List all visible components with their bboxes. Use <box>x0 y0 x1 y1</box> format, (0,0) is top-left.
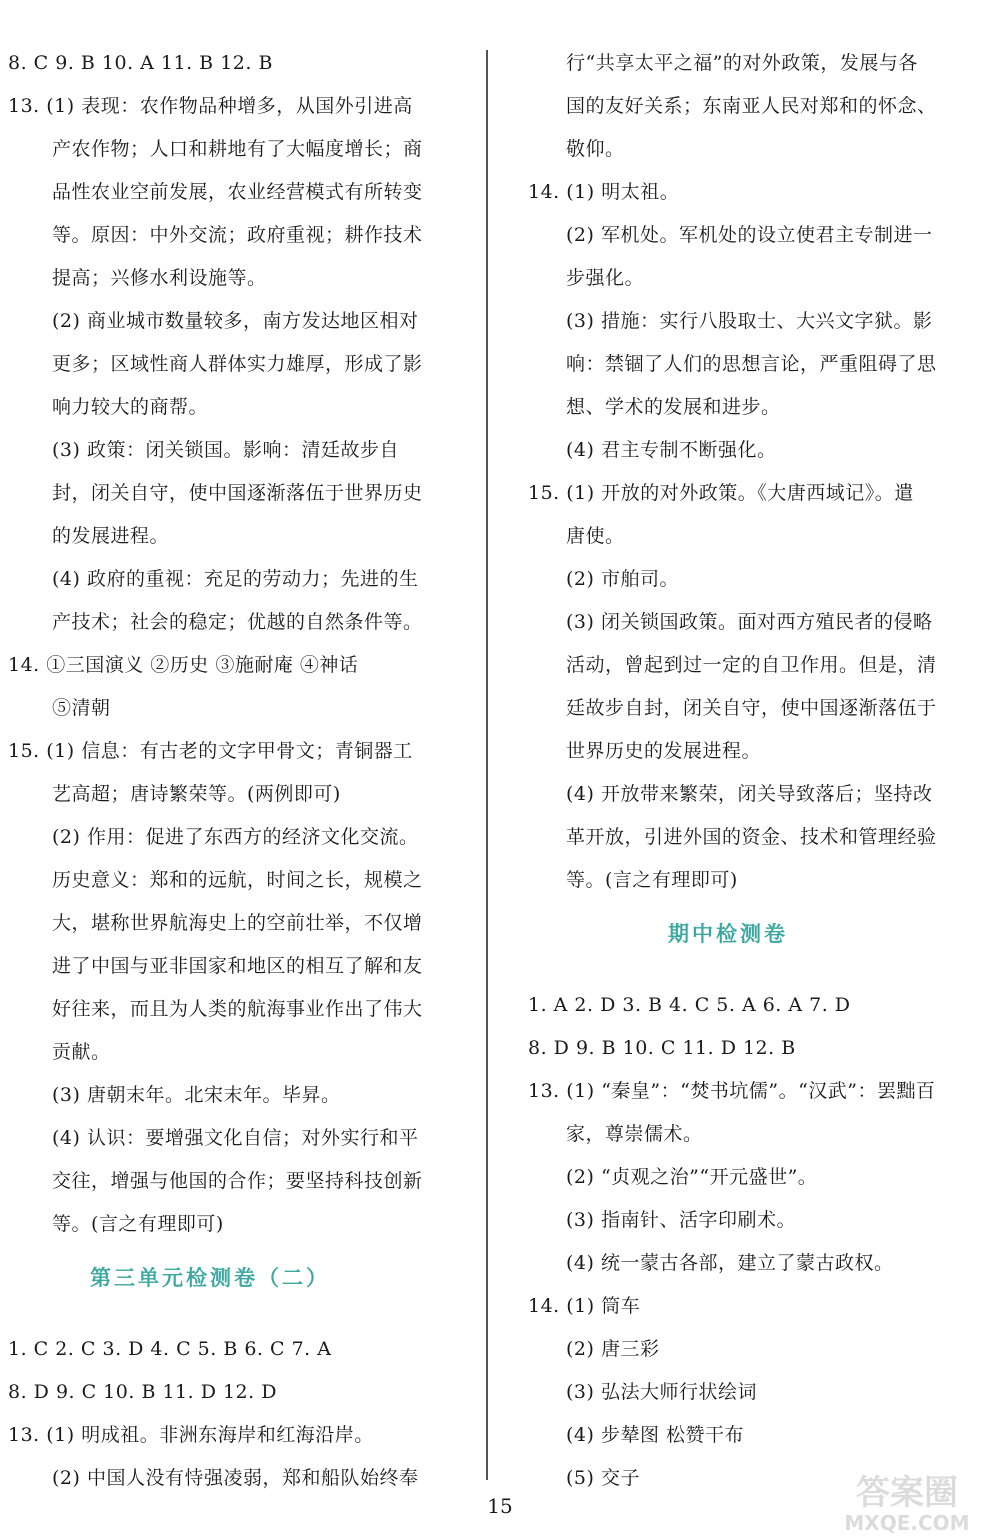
answer-line: 历史意义：郑和的远航，时间之长，规模之 <box>52 869 423 891</box>
answer-line: (4) 开放带来繁荣，闭关导致落后；坚持改 <box>566 783 933 805</box>
answer-line: 敬仰。 <box>566 138 625 160</box>
answer-line: 贡献。 <box>52 1041 111 1063</box>
answer-line: 响力较大的商帮。 <box>52 396 209 418</box>
watermark-text: 答案圈 <box>856 1473 958 1513</box>
answer-line: (4) 君主专制不断强化。 <box>566 439 777 461</box>
watermark-url: MXQE.COM <box>844 1511 970 1535</box>
answer-line: 产农作物；人口和耕地有了大幅度增长；商 <box>52 138 423 160</box>
answer-line: 15. (1) 开放的对外政策。《大唐西域记》。遣 <box>528 482 914 504</box>
answer-line: 革开放，引进外国的资金、技术和管理经验 <box>566 826 937 848</box>
answer-line: 家，尊崇儒术。 <box>566 1123 703 1145</box>
answer-line: 1. C 2. C 3. D 4. C 5. B 6. C 7. A <box>8 1338 332 1360</box>
answer-line: 产技术；社会的稳定；优越的自然条件等。 <box>52 611 423 633</box>
answer-line: (3) 弘法大师行状绘词 <box>566 1381 757 1403</box>
answer-line: (2) 商业城市数量较多，南方发达地区相对 <box>52 310 419 332</box>
answer-line: 步强化。 <box>566 267 645 289</box>
answer-line: 13. (1) 表现：农作物品种增多，从国外引进高 <box>8 95 413 117</box>
answer-line: (5) 交子 <box>566 1467 640 1489</box>
answer-line: 的发展进程。 <box>52 525 170 547</box>
answer-line: (4) 认识：要增强文化自信；对外实行和平 <box>52 1127 419 1149</box>
section-heading: 第三单元检测卷（二） <box>90 1265 330 1290</box>
answer-line: 13. (1) 明成祖。非洲东海岸和红海沿岸。 <box>8 1424 374 1446</box>
answer-line: 15. (1) 信息：有古老的文字甲骨文；青铜器工 <box>8 740 413 762</box>
answer-line: 14. (1) 明太祖。 <box>528 181 680 203</box>
answer-line: 响：禁锢了人们的思想言论，严重阻碍了思 <box>566 353 937 375</box>
answer-line: (2) “贞观之治”“开元盛世”。 <box>566 1166 818 1188</box>
answer-line: 想、学术的发展和进步。 <box>566 396 781 418</box>
answer-line: 进了中国与亚非国家和地区的相互了解和友 <box>52 955 423 977</box>
answer-line: (2) 作用：促进了东西方的经济文化交流。 <box>52 826 419 848</box>
answer-line: 大，堪称世界航海史上的空前壮举，不仅增 <box>52 912 423 934</box>
answer-line: 品性农业空前发展，农业经营模式有所转变 <box>52 181 423 203</box>
answer-line: 14. ①三国演义 ②历史 ③施耐庵 ④神话 <box>8 654 359 676</box>
answer-line: 交往，增强与他国的合作；要坚持科技创新 <box>52 1170 423 1192</box>
column-divider <box>486 50 488 1480</box>
answer-line: 等。(言之有理即可) <box>566 869 738 891</box>
answer-line: 1. A 2. D 3. B 4. C 5. A 6. A 7. D <box>528 994 851 1016</box>
answer-line: 更多；区域性商人群体实力雄厚，形成了影 <box>52 353 423 375</box>
answer-line: 封，闭关自守，使中国逐渐落伍于世界历史 <box>52 482 423 504</box>
answer-line: 活动，曾起到过一定的自卫作用。但是，清 <box>566 654 937 676</box>
answer-line: 廷故步自封，闭关自守，使中国逐渐落伍于 <box>566 697 937 719</box>
answer-line: 国的友好关系；东南亚人民对郑和的怀念、 <box>566 95 937 117</box>
answer-line: 8. C 9. B 10. A 11. B 12. B <box>8 52 273 74</box>
answer-line: 提高；兴修水利设施等。 <box>52 267 267 289</box>
answer-line: (3) 指南针、活字印刷术。 <box>566 1209 796 1231</box>
answer-line: 好往来，而且为人类的航海事业作出了伟大 <box>52 998 423 1020</box>
answer-line: 等。(言之有理即可) <box>52 1213 224 1235</box>
answer-line: 行“共享太平之福”的对外政策，发展与各 <box>566 52 918 74</box>
answer-line: (4) 统一蒙古各部，建立了蒙古政权。 <box>566 1252 894 1274</box>
answer-line: 艺高超；唐诗繁荣等。(两例即可) <box>52 783 341 805</box>
answer-line: 等。原因：中外交流；政府重视；耕作技术 <box>52 224 423 246</box>
answer-line: (2) 唐三彩 <box>566 1338 660 1360</box>
answer-line: 8. D 9. C 10. B 11. D 12. D <box>8 1381 277 1403</box>
answer-line: (4) 政府的重视：充足的劳动力；先进的生 <box>52 568 419 590</box>
answer-line: 唐使。 <box>566 525 625 547</box>
answer-line: (2) 军机处。军机处的设立使君主专制进一 <box>566 224 933 246</box>
watermark-logo <box>825 1466 990 1536</box>
answer-line: (3) 措施：实行八股取士、大兴文字狱。影 <box>566 310 933 332</box>
answer-line: ⑤清朝 <box>52 697 111 719</box>
answer-line: (2) 中国人没有恃强凌弱，郑和船队始终奉 <box>52 1467 419 1489</box>
answer-line: 世界历史的发展进程。 <box>566 740 762 762</box>
section-heading: 期中检测卷 <box>668 921 788 946</box>
page-number: 15 <box>487 1494 513 1518</box>
answer-line: (3) 政策：闭关锁国。影响：清廷故步自 <box>52 439 399 461</box>
answer-line: (3) 唐朝末年。北宋末年。毕昇。 <box>52 1084 341 1106</box>
answer-line: 13. (1) “秦皇”：“焚书坑儒”。“汉武”：罢黜百 <box>528 1080 936 1102</box>
answer-line: 14. (1) 筒车 <box>528 1295 641 1317</box>
answer-line: (2) 市舶司。 <box>566 568 679 590</box>
answer-line: (4) 步辇图 松赞干布 <box>566 1424 744 1446</box>
answer-line: (3) 闭关锁国政策。面对西方殖民者的侵略 <box>566 611 933 633</box>
answer-line: 8. D 9. B 10. C 11. D 12. B <box>528 1037 796 1059</box>
